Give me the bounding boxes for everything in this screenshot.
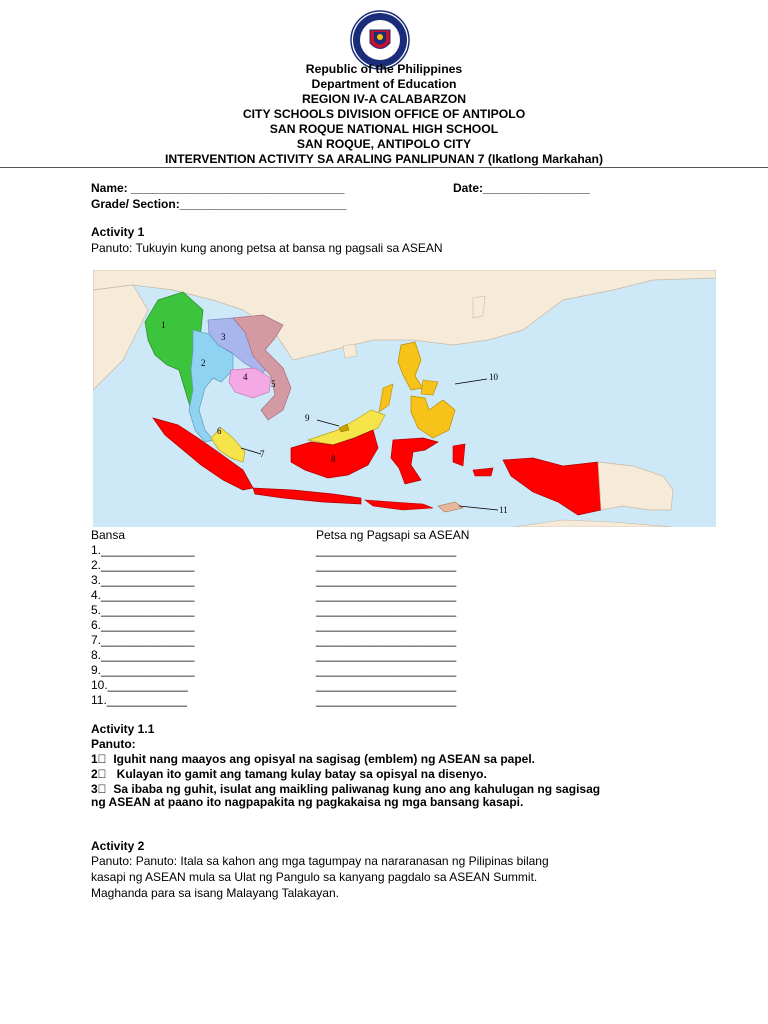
map-label-8: 8: [331, 454, 336, 464]
activity2-line-1: Panuto: Panuto: Itala sa kahon ang mga tagumpay na nararanasan ng Pilipinas bilang: [91, 854, 549, 868]
activity11-item-3-cont: ng ASEAN at paano ito nagpapakita ng pagkakaisa ng mga bansang kasapi.: [91, 795, 524, 809]
activity1-instruction: Panuto: Tukuyin kung anong petsa at bansa ng pagsali sa ASEAN: [91, 241, 443, 255]
bansa-answer-line[interactable]: 1.______________: [91, 543, 195, 557]
activity1-title: Activity 1: [91, 225, 145, 239]
petsa-answer-line[interactable]: _____________________: [316, 678, 457, 692]
bansa-answer-line[interactable]: 9.______________: [91, 663, 195, 677]
activity11-item-2: 2 Kulayan ito gamit ang tamang kulay batay sa opisyal na disenyo.: [91, 767, 482, 781]
letterhead: [0, 62, 768, 167]
petsa-answer-line[interactable]: _____________________: [316, 618, 457, 632]
petsa-answer-line[interactable]: _____________________: [316, 588, 457, 602]
petsa-answer-line[interactable]: _____________________: [316, 648, 457, 662]
map-label-1: 1: [161, 320, 166, 330]
petsa-answer-line[interactable]: _____________________: [316, 558, 457, 572]
bansa-answer-line[interactable]: 4.______________: [91, 588, 195, 602]
petsa-answer-line[interactable]: _____________________: [316, 573, 457, 587]
header-department: Department of Education: [311, 77, 457, 91]
bansa-answer-line[interactable]: 2.______________: [91, 558, 195, 572]
petsa-answer-line[interactable]: _____________________: [316, 663, 457, 677]
column-header-bansa: Bansa: [91, 528, 126, 542]
grade-section-field[interactable]: Grade/ Section:_________________________: [91, 197, 347, 211]
header-address: SAN ROQUE, ANTIPOLO CITY: [296, 137, 472, 151]
petsa-answer-line[interactable]: _____________________: [316, 543, 457, 557]
header-division: CITY SCHOOLS DIVISION OFFICE OF ANTIPOLO: [242, 107, 526, 121]
petsa-answer-line[interactable]: _____________________: [316, 603, 457, 617]
map-label-7: 7: [260, 449, 265, 459]
header-school: SAN ROQUE NATIONAL HIGH SCHOOL: [269, 122, 499, 136]
activity2-title: Activity 2: [91, 839, 145, 853]
map-label-4: 4: [243, 372, 248, 382]
activity11-item-1: 1 Iguhit nang maayos ang opisyal na sagisag (emblem) ng ASEAN sa papel.: [91, 752, 530, 766]
map-label-9: 9: [305, 413, 310, 423]
asean-map: [93, 270, 716, 527]
map-label-6: 6: [217, 426, 222, 436]
header-republic: Republic of the Philippines: [305, 62, 463, 76]
bansa-answer-line[interactable]: 7.______________: [91, 633, 195, 647]
map-label-2: 2: [201, 358, 206, 368]
map-label-10: 10: [489, 372, 498, 382]
activity2-line-2: kasapi ng ASEAN mula sa Ulat ng Pangulo sa kanyang pagdalo sa ASEAN Summit.: [91, 870, 538, 884]
activity2-line-3: Maghanda para sa isang Malayang Talakayan.: [91, 886, 339, 900]
date-field[interactable]: Date:________________: [453, 181, 590, 195]
activity11-title: Activity 1.1: [91, 722, 155, 736]
column-header-petsa: Petsa ng Pagsapi sa ASEAN: [316, 528, 470, 542]
activity11-item-3: 3 Sa ibaba ng guhit, isulat ang maikling paliwanag kung ano ang kahulugan ng sagisag: [91, 782, 595, 796]
bansa-answer-line[interactable]: 8.______________: [91, 648, 195, 662]
activity11-panuto: Panuto:: [91, 737, 136, 751]
petsa-answer-line[interactable]: _____________________: [316, 693, 457, 707]
deped-seal-logo: [350, 10, 410, 70]
bansa-answer-line[interactable]: 6.______________: [91, 618, 195, 632]
name-field[interactable]: Name: ________________________________: [91, 181, 345, 195]
bansa-answer-line[interactable]: 10.____________: [91, 678, 188, 692]
bansa-answer-line[interactable]: 3.______________: [91, 573, 195, 587]
bansa-answer-line[interactable]: 5.______________: [91, 603, 195, 617]
map-label-5: 5: [271, 379, 276, 389]
header-region: REGION IV-A CALABARZON: [301, 92, 467, 106]
bansa-answer-line[interactable]: 11.____________: [91, 693, 187, 707]
header-title: INTERVENTION ACTIVITY SA ARALING PANLIPUNAN 7 (Ikatlong Markahan): [164, 152, 604, 166]
map-label-3: 3: [221, 332, 226, 342]
map-label-11: 11: [499, 505, 508, 515]
header-divider: [0, 167, 768, 168]
petsa-answer-line[interactable]: _____________________: [316, 633, 457, 647]
